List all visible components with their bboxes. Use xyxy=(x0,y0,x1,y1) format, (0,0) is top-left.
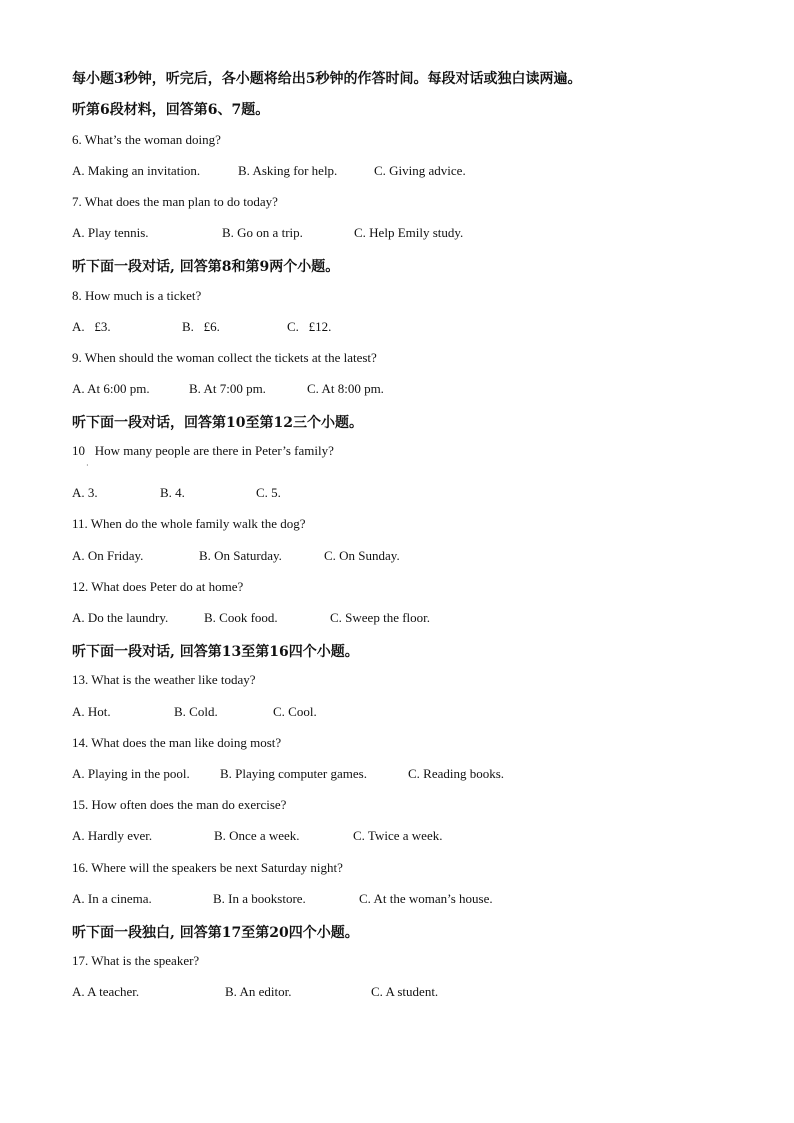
question-11: 11. When do the whole family walk the dog? xyxy=(72,516,306,531)
q16-option-c[interactable]: C. At the woman’s house. xyxy=(359,891,493,906)
q14-option-b[interactable]: B. Playing computer games. xyxy=(220,766,367,781)
q16-option-b[interactable]: B. In a bookstore. xyxy=(213,891,306,906)
q14-option-c[interactable]: C. Reading books. xyxy=(408,766,505,781)
q13-option-c[interactable]: C. Cool. xyxy=(273,704,317,719)
stray-dot-mark: · xyxy=(86,461,89,470)
q6-option-c[interactable]: C. Giving advice. xyxy=(374,163,466,178)
q6-option-b[interactable]: B. Asking for help. xyxy=(238,163,338,178)
q12-option-b[interactable]: B. Cook food. xyxy=(204,610,278,625)
q16-option-a[interactable]: A. In a cinema. xyxy=(72,891,152,906)
section-heading: 听第6段材料，回答第6、7题。 xyxy=(72,102,270,118)
question-15: 15. How often does the man do exercise? xyxy=(72,797,287,812)
q12-option-a[interactable]: A. Do the laundry. xyxy=(72,610,169,625)
question-7: 7. What does the man plan to do today? xyxy=(72,194,278,209)
q15-option-b[interactable]: B. Once a week. xyxy=(214,828,300,843)
q15-option-c[interactable]: C. Twice a week. xyxy=(353,828,443,843)
question-14: 14. What does the man like doing most? xyxy=(72,735,282,750)
q9-option-b[interactable]: B. At 7:00 pm. xyxy=(189,381,266,396)
q17-option-a[interactable]: A. A teacher. xyxy=(72,984,140,999)
question-6: 6. What’s the woman doing? xyxy=(72,132,221,147)
q17-option-c[interactable]: C. A student. xyxy=(371,984,439,999)
question-13: 13. What is the weather like today? xyxy=(72,672,256,687)
q12-option-c[interactable]: C. Sweep the floor. xyxy=(330,610,431,625)
intro-instruction: 每小题3秒钟，听完后，各小题将给出5秒钟的作答时间。每段对话或独白读两遍。 xyxy=(72,71,582,87)
q8-option-a[interactable]: A. £3. xyxy=(72,319,111,334)
section-heading: 听下面一段独白, 回答第17至第20四个小题。 xyxy=(72,925,359,941)
q11-option-a[interactable]: A. On Friday. xyxy=(72,548,144,563)
q8-option-c[interactable]: C. £12. xyxy=(287,319,332,334)
question-17: 17. What is the speaker? xyxy=(72,953,200,968)
question-8: 8. How much is a ticket? xyxy=(72,288,202,303)
q9-option-c[interactable]: C. At 8:00 pm. xyxy=(307,381,384,396)
q7-option-a[interactable]: A. Play tennis. xyxy=(72,225,149,240)
question-10: 10 How many people are there in Peter’s family? xyxy=(72,443,334,458)
q10-option-a[interactable]: A. 3. xyxy=(72,485,98,500)
q11-option-b[interactable]: B. On Saturday. xyxy=(199,548,282,563)
question-9: 9. When should the woman collect the tickets at the latest? xyxy=(72,350,377,365)
q7-option-c[interactable]: C. Help Emily study. xyxy=(354,225,464,240)
q10-option-b[interactable]: B. 4. xyxy=(160,485,185,500)
q10-option-c[interactable]: C. 5. xyxy=(256,485,281,500)
section-heading: 听下面一段对话, 回答第8和第9两个小题。 xyxy=(72,259,340,275)
q11-option-c[interactable]: C. On Sunday. xyxy=(324,548,400,563)
q14-option-a[interactable]: A. Playing in the pool. xyxy=(72,766,190,781)
question-16: 16. Where will the speakers be next Saturday night? xyxy=(72,860,343,875)
q17-option-b[interactable]: B. An editor. xyxy=(225,984,292,999)
q13-option-a[interactable]: A. Hot. xyxy=(72,704,111,719)
q6-option-a[interactable]: A. Making an invitation. xyxy=(72,163,201,178)
q7-option-b[interactable]: B. Go on a trip. xyxy=(222,225,303,240)
q9-option-a[interactable]: A. At 6:00 pm. xyxy=(72,381,150,396)
q8-option-b[interactable]: B. £6. xyxy=(182,319,220,334)
question-12: 12. What does Peter do at home? xyxy=(72,579,244,594)
q15-option-a[interactable]: A. Hardly ever. xyxy=(72,828,153,843)
section-heading: 听下面一段对话, 回答第13至第16四个小题。 xyxy=(72,644,359,660)
section-heading: 听下面一段对话，回答第10至第12三个小题。 xyxy=(72,415,363,431)
q13-option-b[interactable]: B. Cold. xyxy=(174,704,218,719)
